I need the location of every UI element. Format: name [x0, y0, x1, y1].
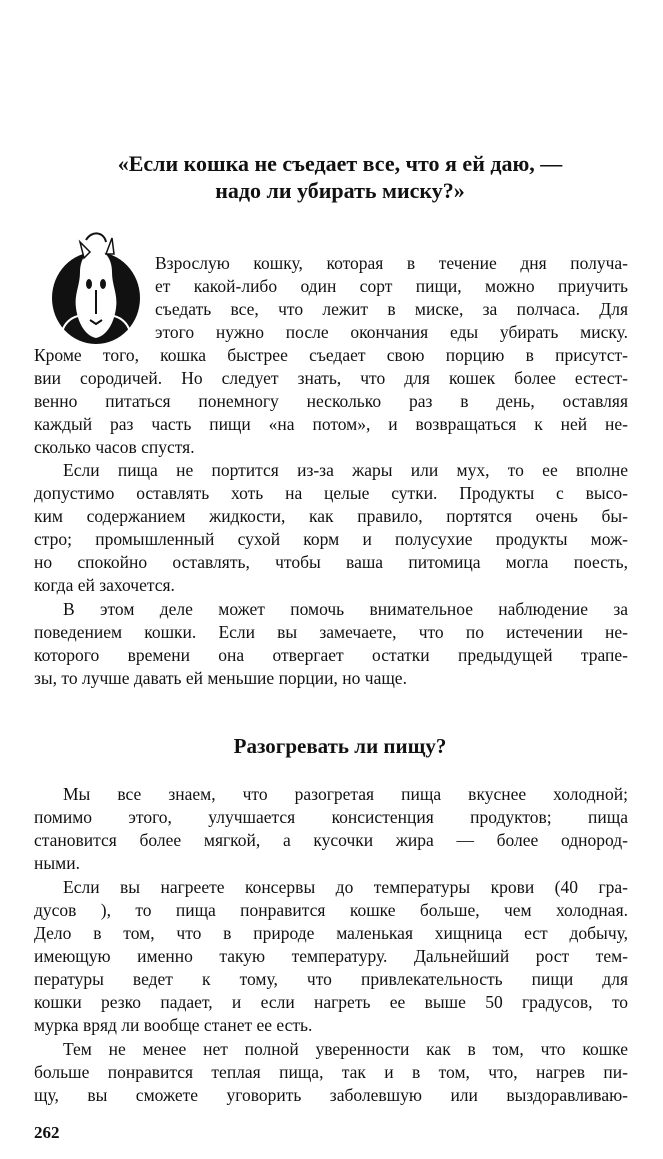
text-line: Если пища не портится из-за жары или мух, то ее вполне: [63, 460, 628, 480]
text-line: Взрослую кошку, которая в течение дня получа-: [155, 253, 628, 273]
text-line: больше понравится теплая пища, так и в том, что, нагрев пи-: [34, 1062, 628, 1082]
text-line: Кроме того, кошка быстрее съедает свою порцию в присутст-: [34, 345, 628, 365]
text-line: помимо этого, улучшается консистенция продуктов; пища: [34, 807, 628, 827]
text-line: щу, вы сможете уговорить заболевшую или выздоравливаю-: [34, 1085, 628, 1105]
section-heading: Разогревать ли пищу?: [233, 734, 447, 758]
text-line: вии сородичей. Но следует знать, что для кошек более естест-: [34, 368, 628, 388]
text-line: венно питаться понемногу несколько раз в день, оставляя: [34, 391, 628, 411]
text-line: ким содержанием жидкости, как правило, портятся очень бы-: [34, 506, 628, 526]
text-line: Если вы нагреете консервы до температуры крови (40 гра-: [63, 877, 628, 897]
text-line: В этом деле может помочь внимательное наблюдение за: [63, 599, 628, 619]
text-line: но спокойно оставлять, чтобы ваша питомица могла поесть,: [34, 552, 628, 572]
text-line: Дело в том, что в природе маленькая хищница ест добычу,: [34, 923, 628, 943]
text-line: пературы ведет к тому, что привлекательность пищи для: [34, 969, 628, 989]
text-line: Тем не менее нет полной уверенности как в том, что кошке: [63, 1039, 628, 1059]
chapter-title-line-2: надо ли убирать миску?»: [215, 178, 465, 203]
text-line: имеющую именно такую температуру. Дальнейший рост тем-: [34, 946, 628, 966]
text-line: этого нужно после окончания еды убирать миску.: [155, 322, 628, 342]
text-line: дусов ), то пища понравится кошке больше, чем холодная.: [34, 900, 628, 920]
text-line: поведением кошки. Если вы замечаете, что по истечении не-: [34, 622, 628, 642]
cat-drop-cap-illustration: [40, 228, 152, 346]
text-line: сколько часов спустя.: [34, 437, 195, 457]
text-line: допустимо оставлять хоть на целые сутки. Продукты с высо-: [34, 483, 628, 503]
text-line: ет какой-либо один сорт пищи, можно приучить: [155, 276, 628, 296]
text-line: стро; промышленный сухой корм и полусухие продукты мож-: [34, 529, 628, 549]
text-line: зы, то лучше давать ей меньшие порции, но чаще.: [34, 668, 407, 688]
text-line: кошки резко падает, и если нагреть ее выше 50 градусов, то: [34, 992, 628, 1012]
chapter-title: [60, 150, 620, 204]
page-number: 262: [34, 1123, 60, 1142]
text-line: становится более мягкой, а кусочки жира — более однород-: [34, 830, 628, 850]
text-line: когда ей захочется.: [34, 575, 175, 595]
text-line: ными.: [34, 853, 80, 873]
text-line: мурка вряд ли вообще станет ее есть.: [34, 1015, 313, 1035]
text-line: Мы все знаем, что разогретая пища вкуснее холодной;: [63, 784, 628, 804]
chapter-title-line-1: «Если кошка не съедает все, что я ей даю, —: [117, 151, 563, 176]
text-line: каждый раз часть пищи «на потом», и возвращаться к ней не-: [34, 414, 628, 434]
text-line: которого времени она отвергает остатки предыдущей трапе-: [34, 645, 628, 665]
text-line: съедать все, что лежит в миске, за полчаса. Для: [155, 299, 628, 319]
